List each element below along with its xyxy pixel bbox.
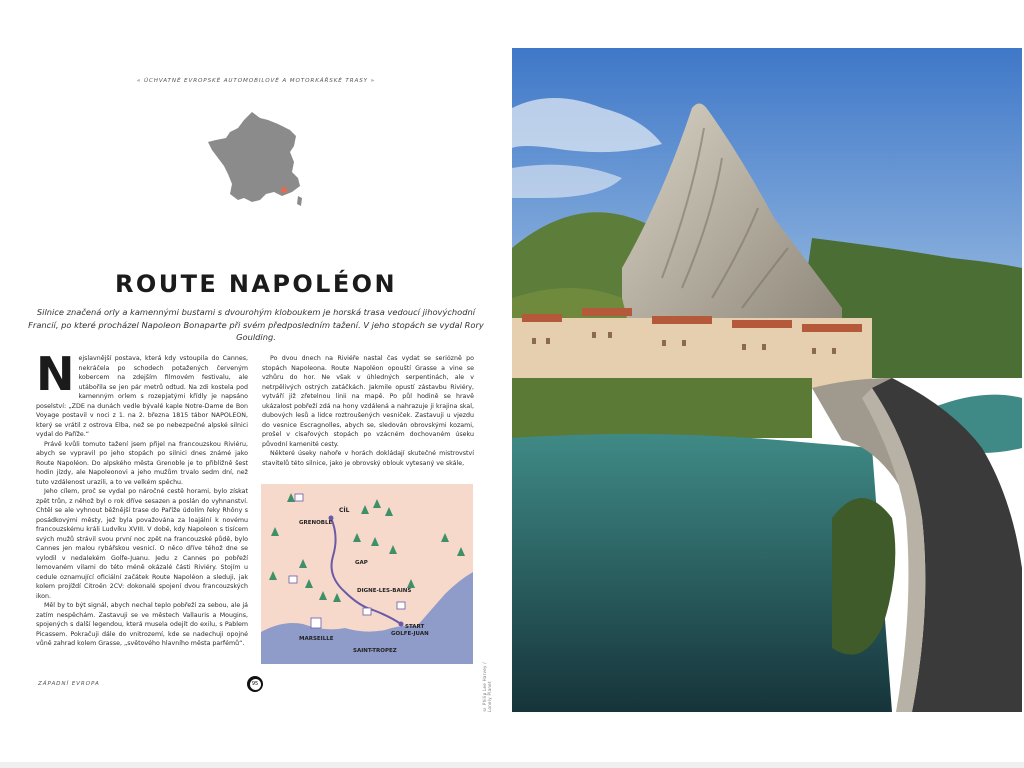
page-edge bbox=[0, 762, 1024, 768]
map-label-grenoble: GRENOBLE bbox=[299, 520, 333, 526]
france-outline-map bbox=[208, 110, 304, 208]
start-marker bbox=[399, 622, 404, 627]
building-icon bbox=[289, 576, 297, 583]
building-icon bbox=[397, 602, 405, 609]
page-number-badge bbox=[247, 676, 263, 692]
building-icon bbox=[363, 608, 371, 615]
section-kicker: « ÚCHVATNÉ EVROPSKÉ AUTOMOBILOVÉ A MOTORKÁŘSKÉ TRASY » bbox=[136, 78, 376, 84]
paragraph: ejslavnější postava, která kdy vstoupila do Cannes, nekráčela po schodech potažených červeným kobercem na zdejším filmovém festivalu, ale utábořila se jen pár metrů odtud. Na zdi kostela pod kamenným orlem s rozepjatými křídly je napsáno poselství: „ZDE na dunách vedle bývalé kaple Notre-Dame de Bon Voyage postavil v noci z 1. na 2. března 1815 tábor NAPOLEON, který se vrátil z ostrova Elba, než se po nebezpečné alpské silnici vydal do Paříže.“ bbox=[36, 355, 248, 438]
paragraph: Po dvou dnech na Riviéře nastal čas vydat se seriózně po stopách Napoleona. Route Napoléon opouští Grasse a vine se vzhůru do hor. Ne však v úhledných serpentinách, ale v netrpělivých ostrých zatáčkách. Jakmile opustí zástavbu Riviéry, vytváří již zřetelnou linii na mapě. Po půl hodině se hravě ukázalost pobřeží zdá na hony vzdálená a nahrazuje ji krajina skal, dubových lesů a lidce roztroušených vesniček. Zastavuji u vjezdu do vesnice Escragnolles, abych se, sledován obrovskými kozami, prošel v císařových stopách po vzácném dochovaném úseku původní kamenité cesty. bbox=[262, 355, 474, 448]
map-label-marseille: MARSEILLE bbox=[299, 636, 334, 642]
sisteron-photo bbox=[512, 48, 1022, 712]
paragraph: Jeho cílem, proč se vydal po náročné cestě horami, bylo získat zpět trůn, z něhož byl o rok dříve sesazen a poslán do vyhnanství. Chtěl se ale vyhnout běžnější trase do Paříže údolím řeky Rhôny s posádkovými městy, jež byla považována za loajální k novému francouzskému králi Ludvíku XVIII. V době, kdy Napoleon s tisícem svých mužů strávil svou první noc zpět na francouzské půdě, bylo Cannes jen malou rybářskou vesnicí. O něco dříve téhož dne se vylodil v nedalekém Golfe-Juanu. Jedu z Cannes po pobřeží lemovaném vilami do této méně okázalé části Riviéry. Stojím u cedule oznamující oficiální začátek Route Napoléon a sleduji, jak kolem projíždí Citroën 2CV: dokonalé spojení dvou francouzských ikon. bbox=[36, 488, 248, 600]
riverbank-vegetation bbox=[512, 378, 812, 438]
map-label-digne: DIGNE-LES-BAINS bbox=[357, 588, 412, 594]
building-icon bbox=[295, 494, 303, 501]
paragraph: Některé úseky nahoře v horách dokládají skutečné mistrovství stavitelů této silnice, jako je obrovský oblouk vytesaný ve skále, bbox=[262, 450, 474, 467]
map-label-golfe: GOLFE-JUAN bbox=[391, 631, 429, 637]
building-icon bbox=[311, 618, 321, 628]
landscape-illustration bbox=[512, 48, 1022, 712]
left-page bbox=[0, 48, 512, 712]
body-column-2 bbox=[262, 354, 474, 468]
route-map bbox=[261, 484, 473, 664]
page-number: 95 bbox=[250, 679, 261, 690]
paragraph: Měl by to být signál, abych nechal teplo pobřeží za sebou, ale já zatím nespěchám. Zastavuji se ve městech Vallauris a Mougins, spojených s další legendou, která musela odejít do exilu, s Pablem Picassem. Pokračuji dále do vnitrozemí, kde se nadechuji opojné vůně zahrad kolem Grasse, „světového hlavního města parfémů“. bbox=[36, 602, 248, 647]
map-label-start: START bbox=[405, 624, 425, 630]
corsica-shape bbox=[297, 196, 302, 206]
map-label-saint-tropez: SAINT-TROPEZ bbox=[353, 648, 397, 654]
region-marker bbox=[281, 187, 287, 193]
map-label-cil: CÍL bbox=[339, 507, 350, 514]
map-label-gap: GAP bbox=[355, 560, 368, 566]
section-footer: ZÁPADNÍ EVROPA bbox=[38, 681, 100, 687]
drop-cap: N bbox=[36, 347, 75, 401]
paragraph: Právě kvůli tomuto tažení jsem přijel na francouzskou Riviéru, abych se vypravil po jeho stopách po silnici dnes známé jako Route Napoléon. Do alpského města Grenoble je to přibližně šest hodin jízdy, ale Napoleonovi a jeho mužům trvalo sedm dní, než tuto vzdálenost urazili, a to ve velkém spěchu. bbox=[36, 440, 248, 486]
article-title: ROUTE NAPOLÉON bbox=[115, 270, 397, 298]
article-deck: Silnice značená orly a kamennými bustami s dvourohým kloboukem je horská trasa vedoucí jihovýchodní Francií, po které procházel Napoleon Bonaparte při svém předposledním tažení. V jeho stopách se vydal Rory Goulding. bbox=[28, 307, 484, 343]
body-column-1 bbox=[36, 347, 248, 649]
photo-credit: © Philip Lee Harvey / Lonely Planet bbox=[482, 662, 492, 712]
